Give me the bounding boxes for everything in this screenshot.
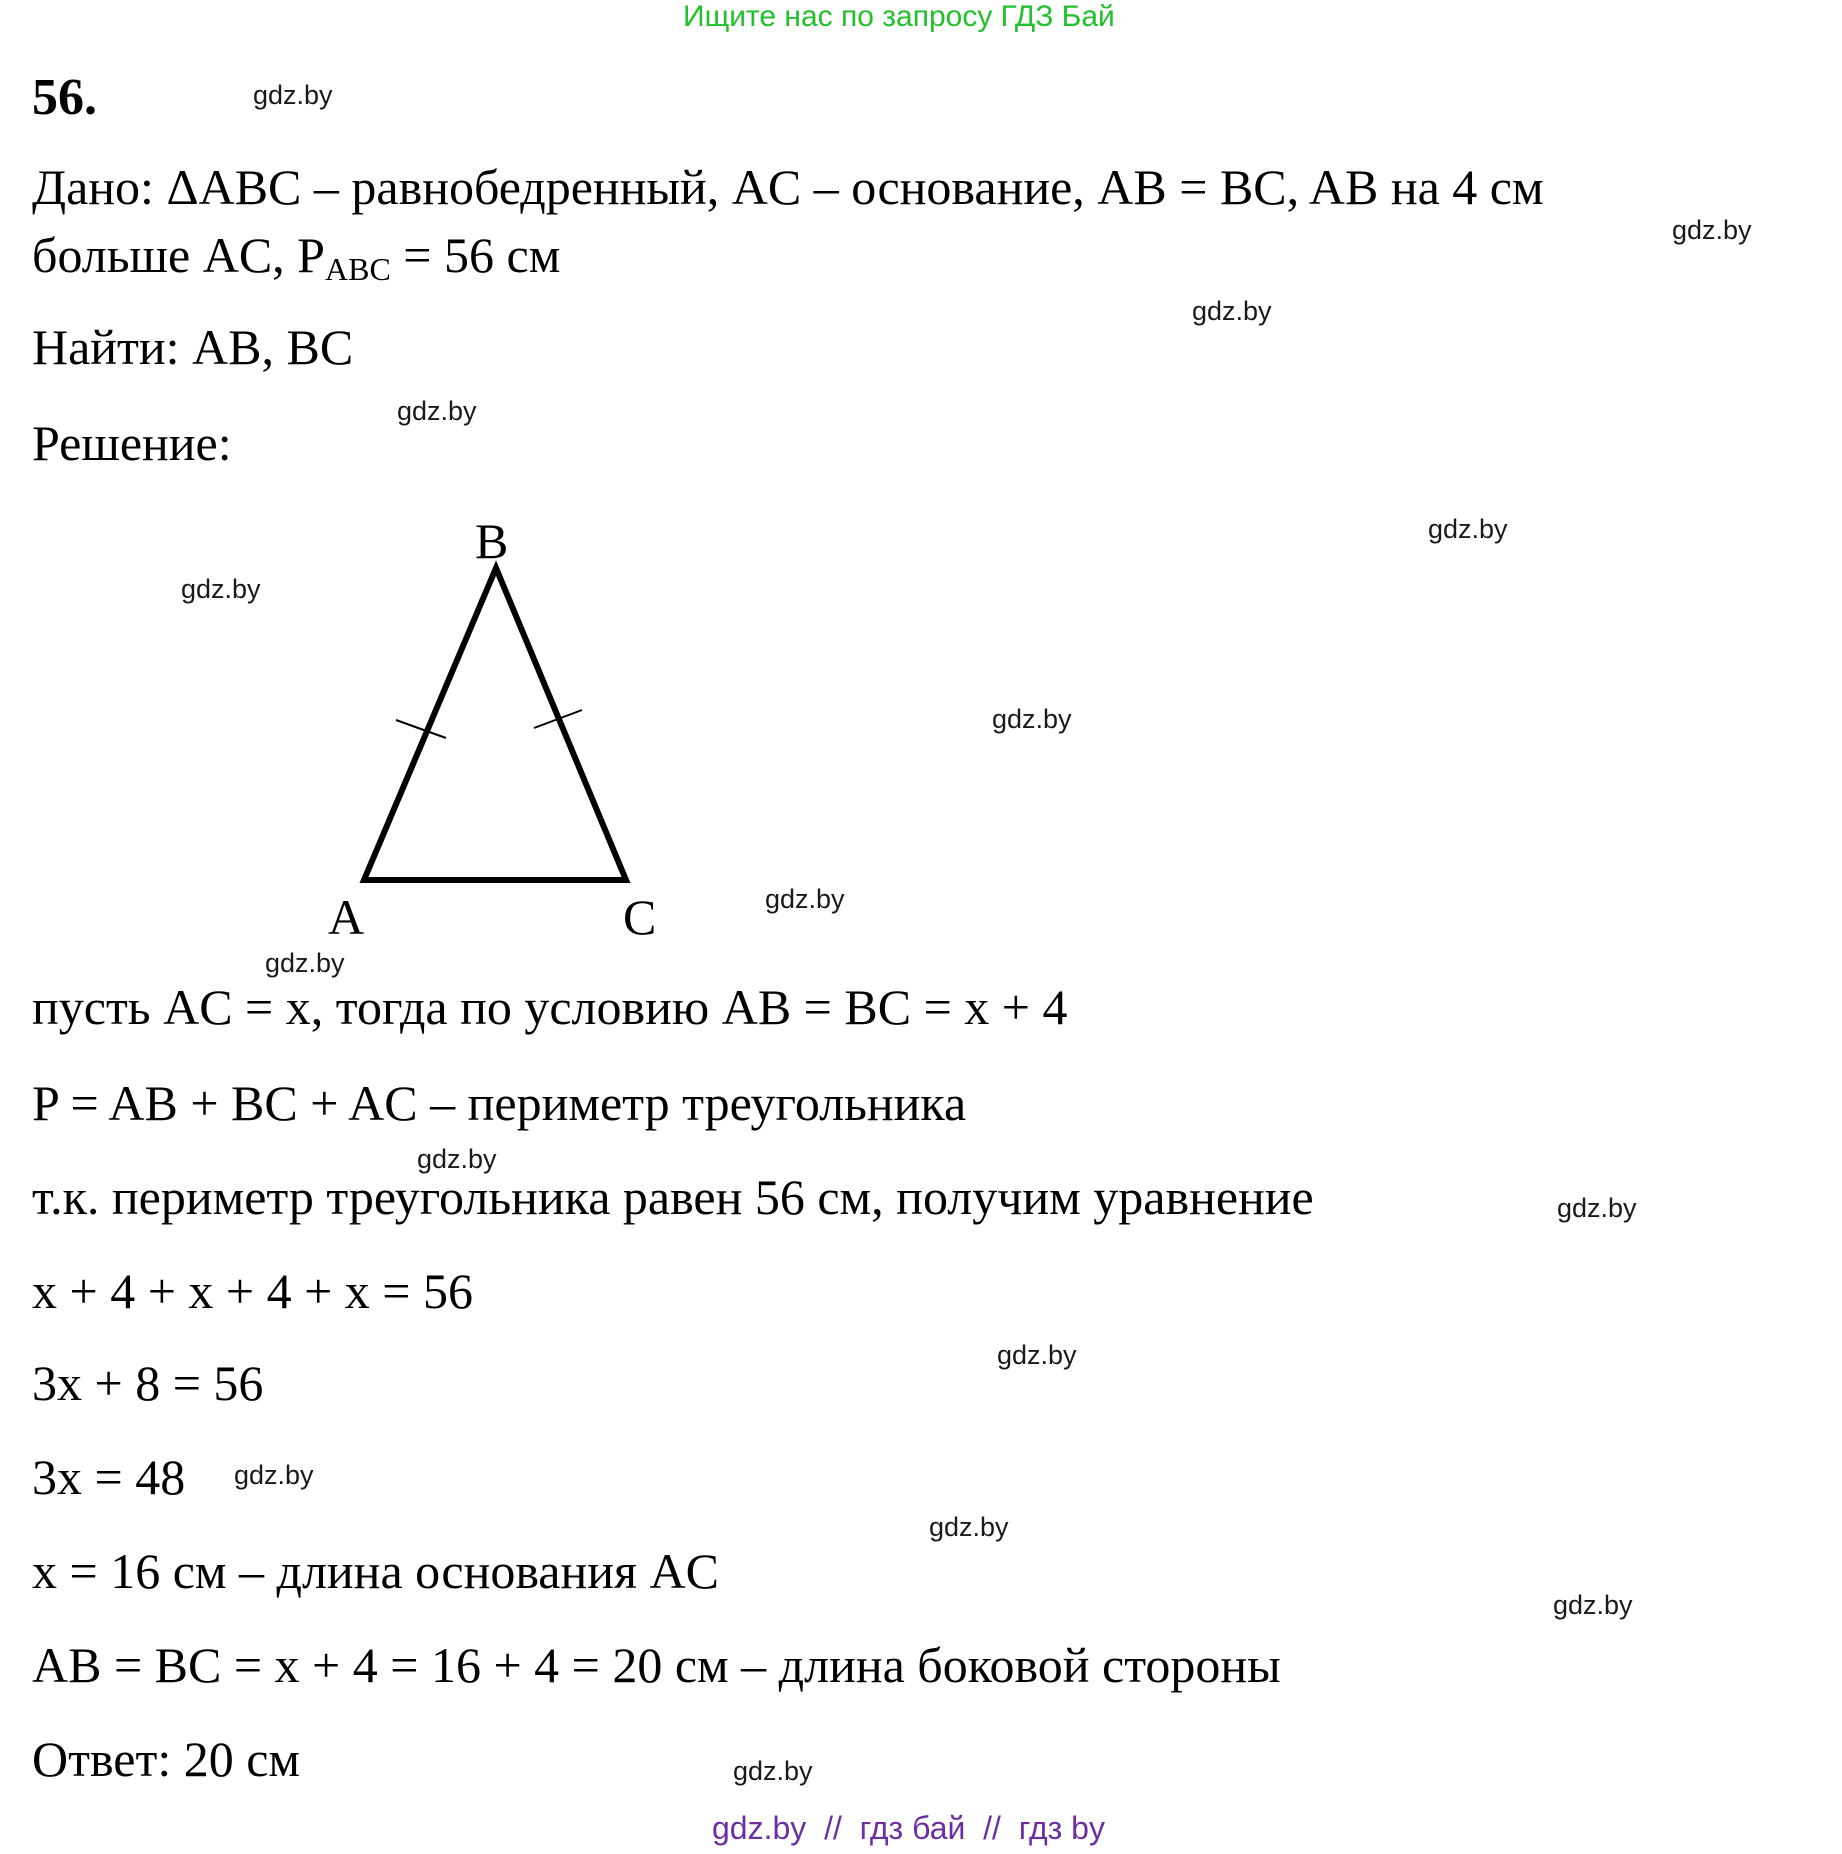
watermark: gdz.by: [765, 884, 845, 914]
top-banner[interactable]: Ищите нас по запросу ГДЗ Бай: [683, 0, 1115, 33]
footer-links[interactable]: gdz.by // гдз бай // гдз by: [712, 1810, 1105, 1846]
vertex-label-a: A: [328, 889, 365, 945]
step-line: 3x + 8 = 56: [32, 1355, 264, 1411]
step-line: AB = BC = x + 4 = 16 + 4 = 20 см – длина боковой стороны: [32, 1637, 1281, 1693]
watermark: gdz.by: [181, 574, 261, 604]
watermark: gdz.by: [265, 948, 345, 978]
tick-mark-ab: [396, 720, 446, 738]
step-line: P = AB + BC + AC – периметр треугольника: [32, 1075, 967, 1131]
watermark: gdz.by: [234, 1460, 314, 1490]
watermark: gdz.by: [1192, 296, 1272, 326]
watermark: gdz.by: [1557, 1193, 1637, 1223]
problem-number: 56.: [32, 69, 97, 126]
watermark: gdz.by: [397, 396, 477, 426]
given-line-2-prefix: больше AC, P: [32, 227, 325, 283]
step-line: 3x = 48: [32, 1449, 186, 1505]
watermark: gdz.by: [1553, 1590, 1633, 1620]
perimeter-subscript: ABC: [325, 251, 391, 287]
watermark: gdz.by: [253, 80, 333, 110]
watermark: gdz.by: [417, 1144, 497, 1174]
watermark: gdz.by: [992, 704, 1072, 734]
watermark: gdz.by: [1672, 215, 1752, 245]
given-line-2-suffix: = 56 см: [390, 227, 561, 283]
watermark: gdz.by: [733, 1756, 813, 1786]
watermark: gdz.by: [997, 1340, 1077, 1370]
vertex-label-c: C: [623, 889, 657, 945]
watermark: gdz.by: [1428, 514, 1508, 544]
triangle-abc: [364, 568, 626, 880]
step-line: пусть AC = x, тогда по условию AB = BC = x + 4: [32, 979, 1068, 1035]
find-line: Найти: AB, BC: [32, 319, 354, 375]
solution-label: Решение:: [32, 415, 232, 471]
step-line: x + 4 + x + 4 + x = 56: [32, 1263, 473, 1319]
answer-line: Ответ: 20 см: [32, 1731, 301, 1787]
step-line: т.к. периметр треугольника равен 56 см, получим уравнение: [32, 1169, 1314, 1225]
vertex-label-b: B: [475, 513, 509, 569]
given-line-1: Дано: ΔABC – равнобедренный, AC – основание, AB = BC, AB на 4 см: [32, 159, 1544, 215]
watermark: gdz.by: [929, 1512, 1009, 1542]
step-line: x = 16 см – длина основания AC: [32, 1543, 719, 1599]
